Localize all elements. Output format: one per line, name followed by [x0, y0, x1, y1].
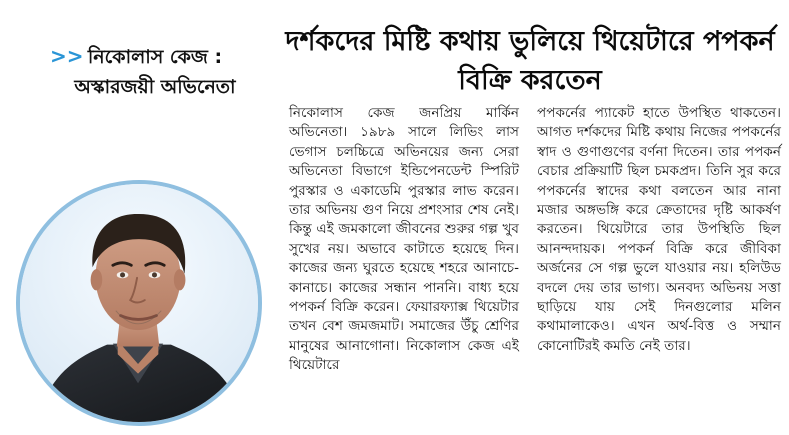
article-column-2: পপকর্নের প্যাকেট হাতে উপস্থিত থাকতেন। আগত দর্শকদের মিষ্টি কথায় নিজের পপকর্নের স্বাদ ও গুণাগুণের বর্ণনা দিতেন। তার পপকর্ন বেচার প্রক্রিয়াটি ছিল চমকপ্রদ। তিনি সুর করে পপকর্নের স্বাদের কথা বলতেন আর নানা মজার অঙ্গভঙ্গি করে ক্রেতাদের দৃষ্টি আকর্ষণ করতেন। থিয়েটারে তার উপস্থিতি ছিল আনন্দদায়ক। পপকর্ন বিক্রি করে জীবিকা অর্জনের সে গল্প ভুলে যাওয়ার নয়। হলিউড বদলে দেয় তার ভাগ্য। অনবদ্য অভিনয় সত্তা ছাড়িয়ে যায় সেই দিনগুলোর মলিন কথামালাকেও। এখন অর্থ-বিত্ত ও সম্মান কোনোটিরই কমতি নেই তার। [537, 105, 781, 354]
article-column-1: নিকোলাস কেজ জনপ্রিয় মার্কিন অভিনেতা। ১৯৮৯ সালে লিভিং লাস ভেগাস চলচ্চিত্রে অভিনয়ের জন্য সেরা অভিনেতা বিভাগে ইন্ডিপেনডেন্ট স্পিরিট পুরস্কার ও একাডেমি পুরস্কার লাভ করেন। তার অভিনয় গুণ নিয়ে প্রশংসার শেষ নেই। কিন্তু এই জমকালো জীবনের শুরুর গল্প খুব সুখের নয়। অভাবে কাটাতে হয়েছে দিন। কাজের জন্য ঘুরতে হয়েছে শহরে আনাচে-কানাচে। কাজের সন্ধান পাননি। বাধ্য হয়ে পপকর্ন বিক্রি করেন। ফেয়ারফ্যাক্স থিয়েটার তখন বেশ জমজমাট। সমাজের উঁচু শ্রেণির মানুষের আনাগোনা। নিকোলাস কেজ এই থিয়েটারে [289, 105, 519, 374]
portrait-photo [16, 180, 262, 426]
kicker-text: নিকোলাস কেজ : অস্কারজয়ী অভিনেতা [74, 46, 236, 98]
portrait-illustration [20, 184, 258, 422]
kicker [50, 42, 260, 102]
headline: দর্শকদের মিষ্টি কথায় ভুলিয়ে থিয়েটারে পপকর্ন বিক্রি করতেন [285, 26, 775, 96]
double-chevron-icon: >> [50, 44, 84, 68]
